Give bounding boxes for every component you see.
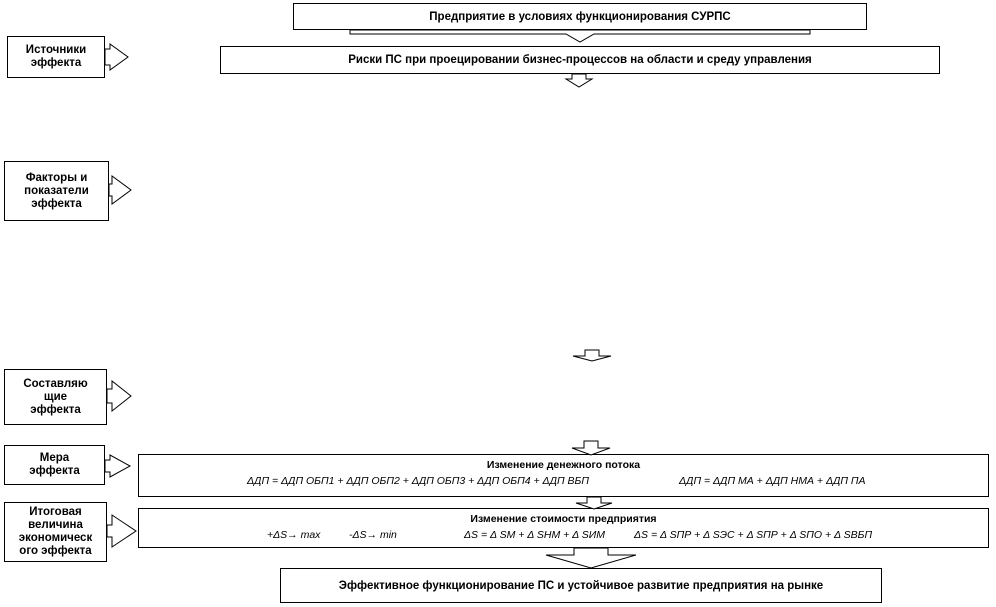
pointer-sources xyxy=(105,44,128,70)
value-change-title: Изменение стоимости предприятия xyxy=(470,513,657,525)
value-opt-max: +ΔS→ max xyxy=(267,529,321,541)
cash-flow-formula-left: ΔДП = ΔДП ОБП1 + ΔДП ОБП2 + ΔДП ОБП3 + ΔДП ОБП4 + ΔДП ВБП xyxy=(247,475,589,487)
label-measure: Мера эффекта xyxy=(4,445,105,485)
label-sources: Источники эффекта xyxy=(7,36,105,78)
arrow-to-cashflow xyxy=(572,441,610,455)
pointer-components xyxy=(107,381,131,411)
value-formula-right: ΔS = Δ SПР + Δ SЭС + Δ SПР + Δ SПО + Δ SВБП xyxy=(634,529,873,541)
result-text: Эффективное функционирование ПС и устойчивое развитие предприятия на рынке xyxy=(338,579,824,592)
label-components: Составляю щие эффекта xyxy=(4,369,107,425)
label-total: Итоговая величина экономическ ого эффекта xyxy=(4,502,107,562)
cash-flow-formula-right: ΔДП = ΔДП МА + ΔДП НМА + ΔДП ПА xyxy=(679,475,866,487)
arrow-cashflow-to-value xyxy=(576,497,612,509)
cash-flow-title: Изменение денежного потока xyxy=(486,459,641,471)
value-formula-mid: ΔS = Δ SМ + Δ SНМ + Δ SИМ xyxy=(464,529,606,541)
pointer-measure xyxy=(105,455,130,477)
value-opt-min: -ΔS→ min xyxy=(349,529,397,541)
arrow-risks-down xyxy=(566,74,592,87)
enterprise-text: Предприятие в условиях функционирования СУРПС xyxy=(429,10,731,23)
label-factors: Факторы и показатели эффекта xyxy=(4,161,109,221)
arrow-mid-down xyxy=(573,350,611,361)
pointer-total xyxy=(107,515,136,547)
arrow-value-to-result xyxy=(546,548,636,568)
risks-text: Риски ПС при проецировании бизнес-процессов на области и среду управления xyxy=(348,54,812,66)
pointer-factors xyxy=(109,176,131,204)
arrow-enterprise-to-risks xyxy=(350,30,810,42)
